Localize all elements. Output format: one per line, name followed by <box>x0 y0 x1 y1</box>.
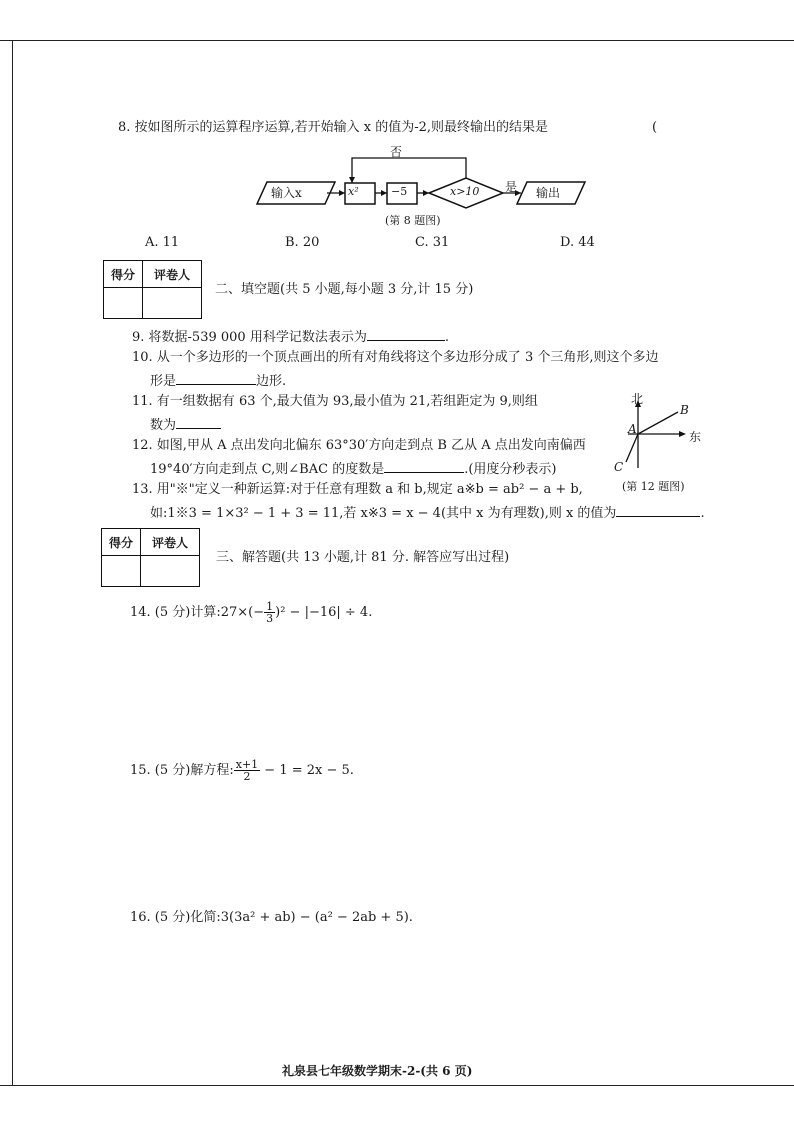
fig12-north-label: 北 <box>631 392 644 406</box>
page-footer: 礼泉县七年级数学期末-2-(共 6 页) <box>282 1064 473 1078</box>
question-13-line2 <box>150 504 705 522</box>
option-a: A. 11 <box>145 235 180 250</box>
score-table-section-3 <box>101 528 200 587</box>
question-9-tail: . <box>444 330 449 345</box>
question-14 <box>130 600 372 626</box>
fraction-numerator: x+1 <box>235 758 259 771</box>
question-13-line1: 13. 用"※"定义一种新运算:对于任意有理数 a 和 b,规定 a※b = ab² − a + b, <box>132 482 583 497</box>
page-border-top <box>0 40 794 41</box>
ray-ab <box>638 412 678 434</box>
answer-blank-11[interactable] <box>176 416 221 429</box>
flow-minus-label: −5 <box>391 185 408 198</box>
answer-blank-12[interactable] <box>384 460 464 473</box>
question-10-line2a: 形是 <box>150 374 177 389</box>
page-border-left <box>12 40 13 1085</box>
grader-cell[interactable] <box>141 556 200 587</box>
answer-blank-9[interactable] <box>367 328 445 341</box>
question-14-prefix: 14. (5 分)计算:27×(− <box>130 605 265 620</box>
answer-blank-13[interactable] <box>616 504 700 517</box>
question-8-paren: ( <box>652 120 658 135</box>
grader-header: 评卷人 <box>141 529 200 556</box>
question-10-line2b: 边形. <box>256 374 287 389</box>
question-12-line2a: 19°40′方向走到点 C,则∠BAC 的度数是 <box>150 462 385 477</box>
grader-header: 评卷人 <box>143 261 202 288</box>
score-header: 得分 <box>102 529 141 556</box>
question-12-line1: 12. 如图,甲从 A 点出发向北偏东 63°30′方向走到点 B 乙从 A 点出发向南偏西 <box>132 438 586 453</box>
fraction-denominator: 3 <box>266 612 274 625</box>
question-9-text: 9. 将数据-539 000 用科学记数法表示为 <box>132 330 367 345</box>
question-10-line2 <box>150 372 286 390</box>
question-9 <box>132 328 449 346</box>
question-13-line2b: . <box>700 506 705 521</box>
fig12-a-label: A <box>628 422 637 436</box>
fraction-x-plus-1-over-2 <box>234 759 260 782</box>
flow-square-label: x² <box>348 185 359 198</box>
question-11-line2 <box>150 416 221 434</box>
flow-caption: (第 8 题图) <box>385 214 441 227</box>
question-15-prefix: 15. (5 分)解方程: <box>130 763 234 778</box>
question-11-line2-text: 数为 <box>150 418 177 433</box>
flow-yes-label: 是 <box>505 180 518 194</box>
question-15 <box>130 758 354 784</box>
page-border-bottom <box>0 1085 794 1086</box>
section-3-title: 三、解答题(共 13 小题,计 81 分. 解答应写出过程) <box>216 550 510 565</box>
question-14-suffix: )² − |−16| ÷ 4. <box>275 605 373 620</box>
option-c: C. 31 <box>415 235 450 250</box>
fig12-b-label: B <box>680 403 689 417</box>
score-header: 得分 <box>104 261 143 288</box>
score-cell[interactable] <box>102 556 141 587</box>
fraction-one-third <box>264 601 275 624</box>
question-12-line2 <box>150 460 556 478</box>
section-2-title: 二、填空题(共 5 小题,每小题 3 分,计 15 分) <box>215 282 474 297</box>
question-15-suffix: − 1 = 2x − 5. <box>260 763 354 778</box>
question-12-line2b: .(用度分秒表示) <box>464 462 557 477</box>
ray-ac <box>626 434 638 462</box>
east-arrow-head <box>679 431 686 437</box>
score-cell[interactable] <box>104 288 143 319</box>
flow-output-label: 输出 <box>536 186 561 200</box>
question-10-line1: 10. 从一个多边形的一个顶点画出的所有对角线将这个多边形分成了 3 个三角形,则这个多边 <box>132 350 659 365</box>
fig12-east-label: 东 <box>689 430 702 444</box>
option-d: D. 44 <box>560 235 595 250</box>
fraction-denominator: 2 <box>243 770 251 783</box>
flow-no-label: 否 <box>390 145 403 159</box>
question-8-text: 8. 按如图所示的运算程序运算,若开始输入 x 的值为-2,则最终输出的结果是 <box>118 120 549 135</box>
flow-condition-label: x>10 <box>450 185 480 198</box>
option-b: B. 20 <box>285 235 320 250</box>
answer-blank-10[interactable] <box>176 372 256 385</box>
question-13-line2a: 如:1※3 = 1×3² − 1 + 3 = 11,若 x※3 = x − 4(其中 x 为有理数),则 x 的值为 <box>150 506 617 521</box>
question-11-line1: 11. 有一组数据有 63 个,最大值为 93,最小值为 21,若组距定为 9,则组 <box>132 394 538 409</box>
flow-input-label: 输入x <box>271 186 302 200</box>
fig12-caption: (第 12 题图) <box>622 480 685 493</box>
score-table-section-2 <box>103 260 202 319</box>
flowchart-q8 <box>255 138 595 218</box>
fraction-numerator: 1 <box>266 600 274 613</box>
grader-cell[interactable] <box>143 288 202 319</box>
question-16: 16. (5 分)化简:3(3a² + ab) − (a² − 2ab + 5). <box>130 910 413 925</box>
fig12-c-label: C <box>614 460 624 474</box>
